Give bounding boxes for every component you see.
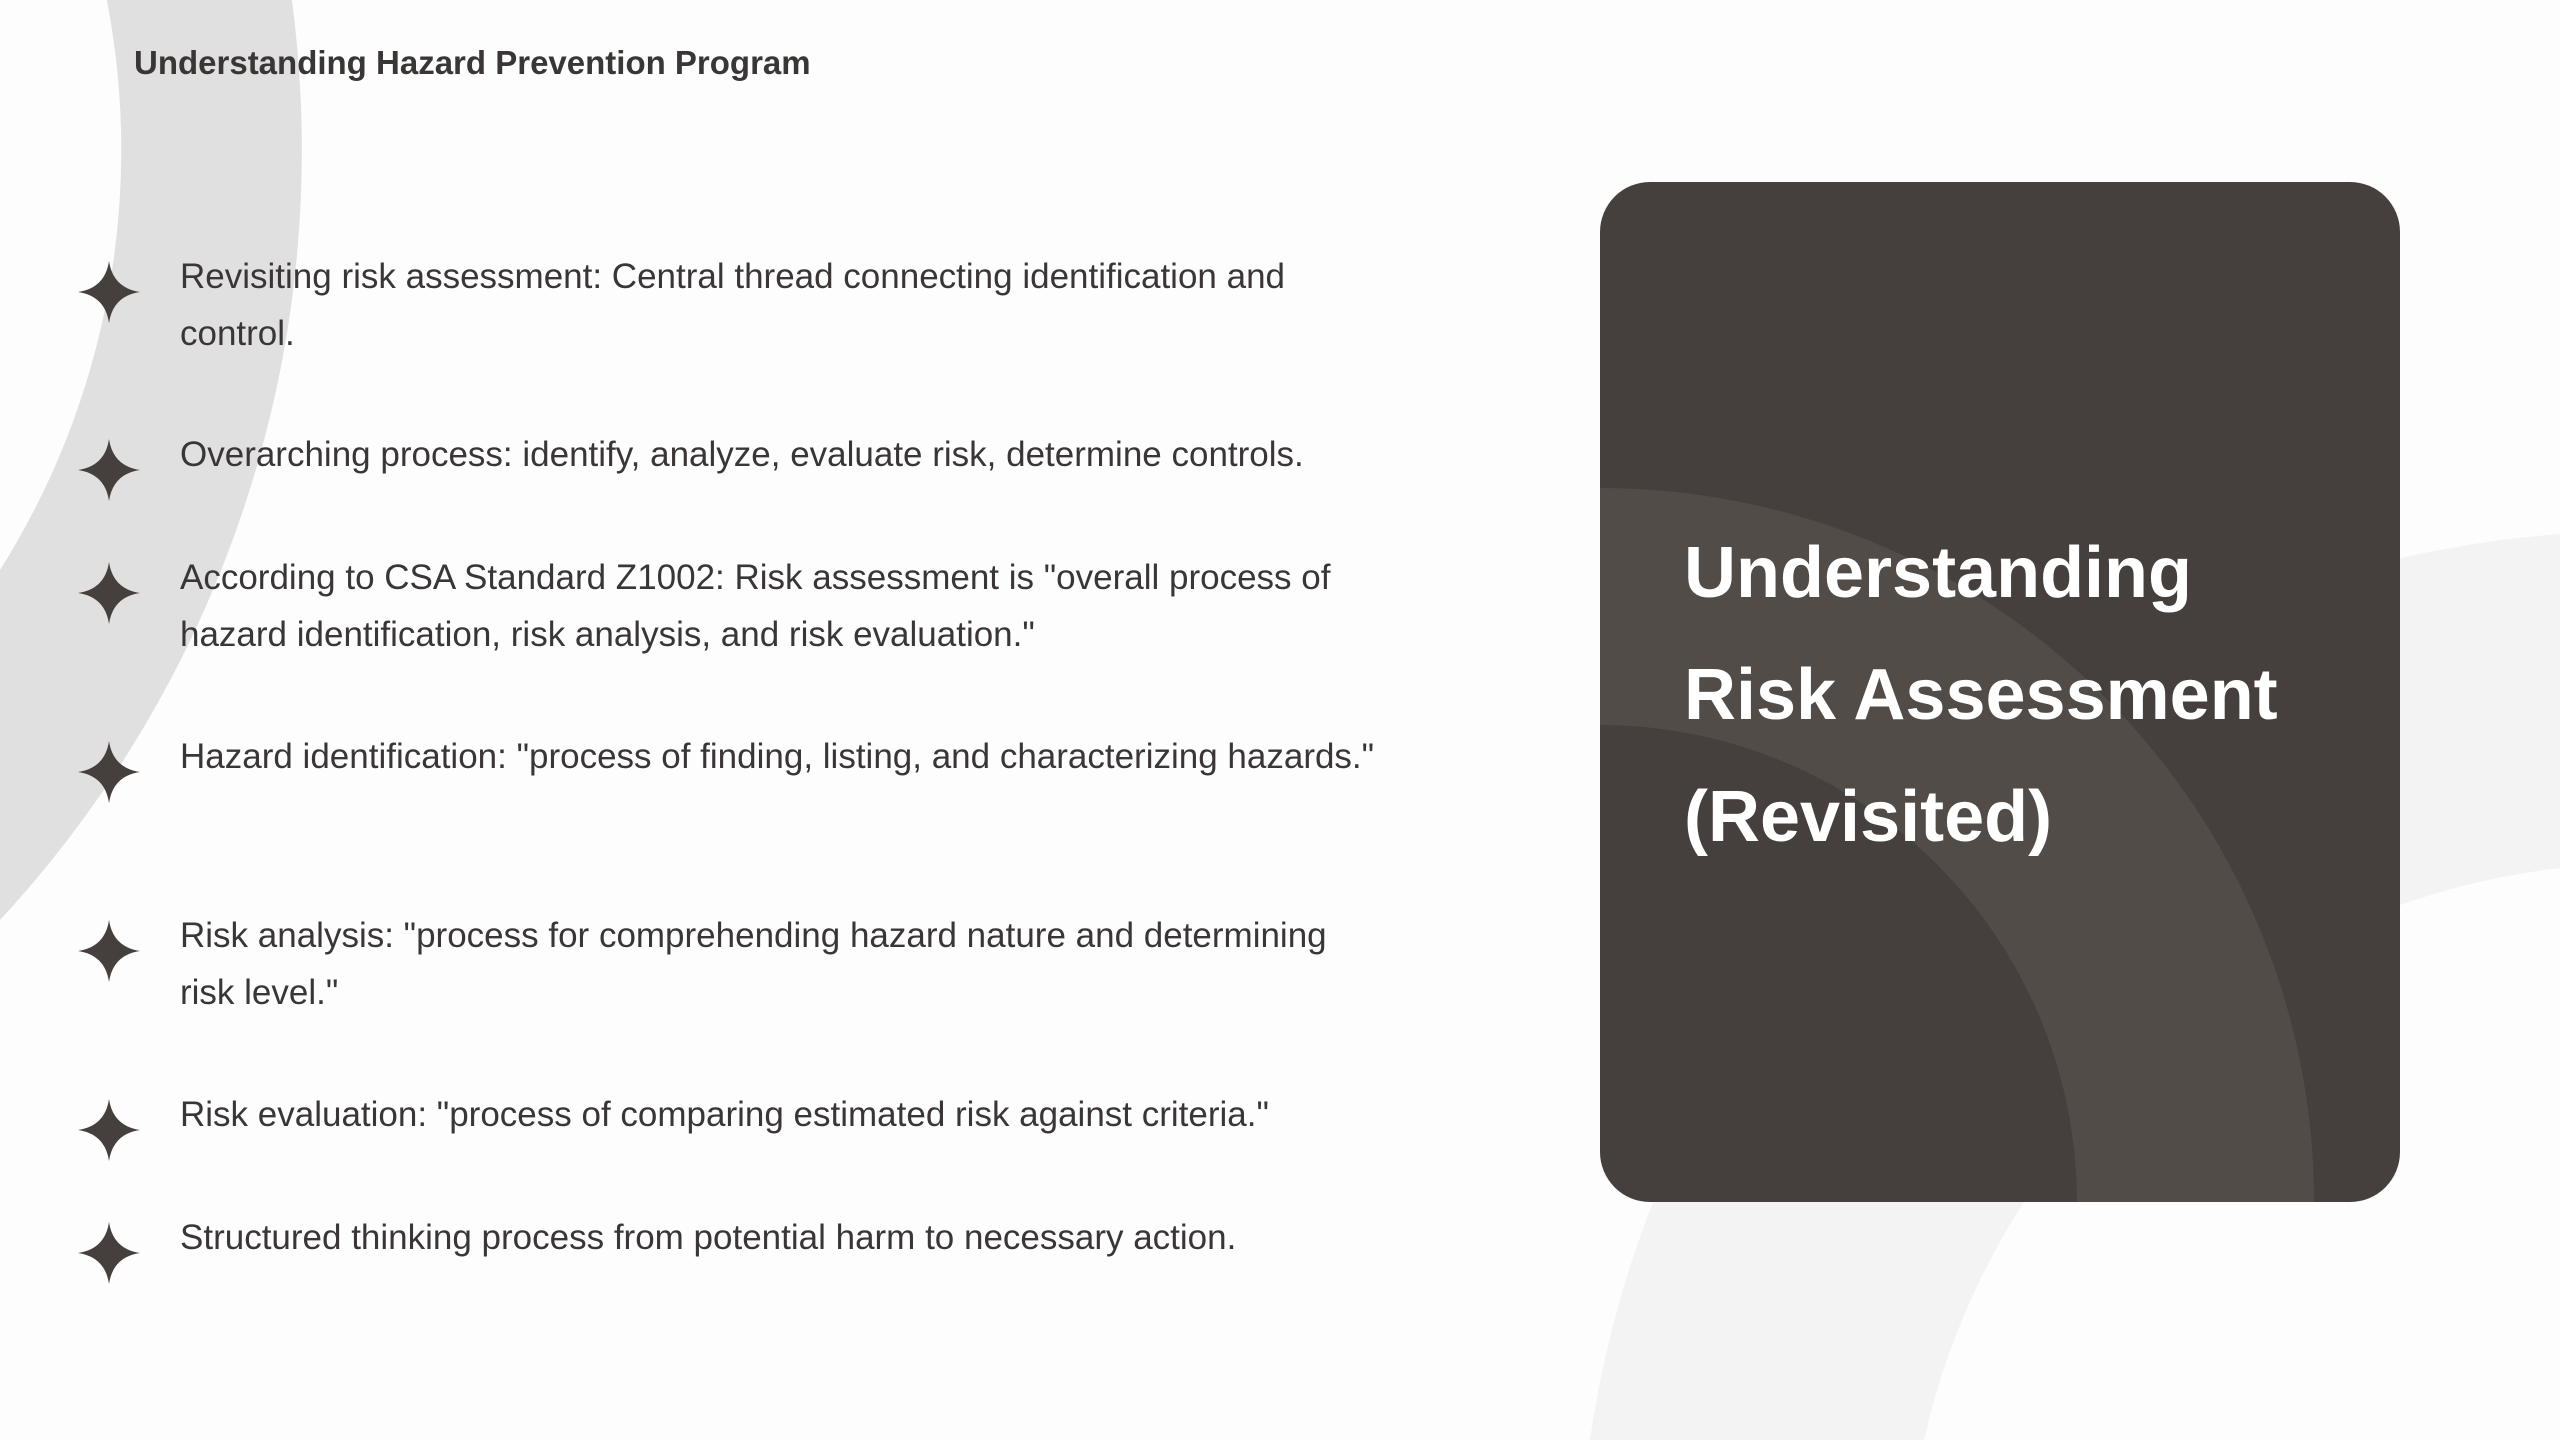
card-title-line: Understanding xyxy=(1684,533,2193,613)
bullet-text: Structured thinking process from potential harm to necessary action. xyxy=(180,1218,1237,1257)
bullet-text: Revisiting risk assessment: Central thread connecting identification and control. xyxy=(180,257,1286,353)
four-point-star-icon xyxy=(78,439,140,501)
header-title: Understanding Hazard Prevention Program xyxy=(134,44,811,81)
four-point-star-icon xyxy=(78,1099,140,1161)
bullet-text: According to CSA Standard Z1002: Risk assessment is "overall process of hazard identification, risk analysis, and risk evaluation." xyxy=(180,558,1331,654)
four-point-star-icon xyxy=(78,920,140,982)
four-point-star-icon xyxy=(78,741,140,803)
bullet-text: Risk evaluation: "process of comparing estimated risk against criteria." xyxy=(180,1095,1269,1134)
card-title xyxy=(1684,512,2364,878)
bullet-text: Risk analysis: "process for comprehending hazard nature and determining risk level." xyxy=(180,916,1327,1012)
four-point-star-icon xyxy=(78,261,140,323)
bullet-text: Overarching process: identify, analyze, evaluate risk, determine controls. xyxy=(180,435,1304,474)
card-title-line: (Revisited) xyxy=(1684,777,2053,857)
four-point-star-icon xyxy=(78,1222,140,1284)
bullet-text: Hazard identification: "process of finding, listing, and characterizing hazards." xyxy=(180,737,1375,776)
card-title-line: Risk Assessment xyxy=(1684,655,2278,735)
title-card xyxy=(1600,182,2400,1202)
four-point-star-icon xyxy=(78,562,140,624)
